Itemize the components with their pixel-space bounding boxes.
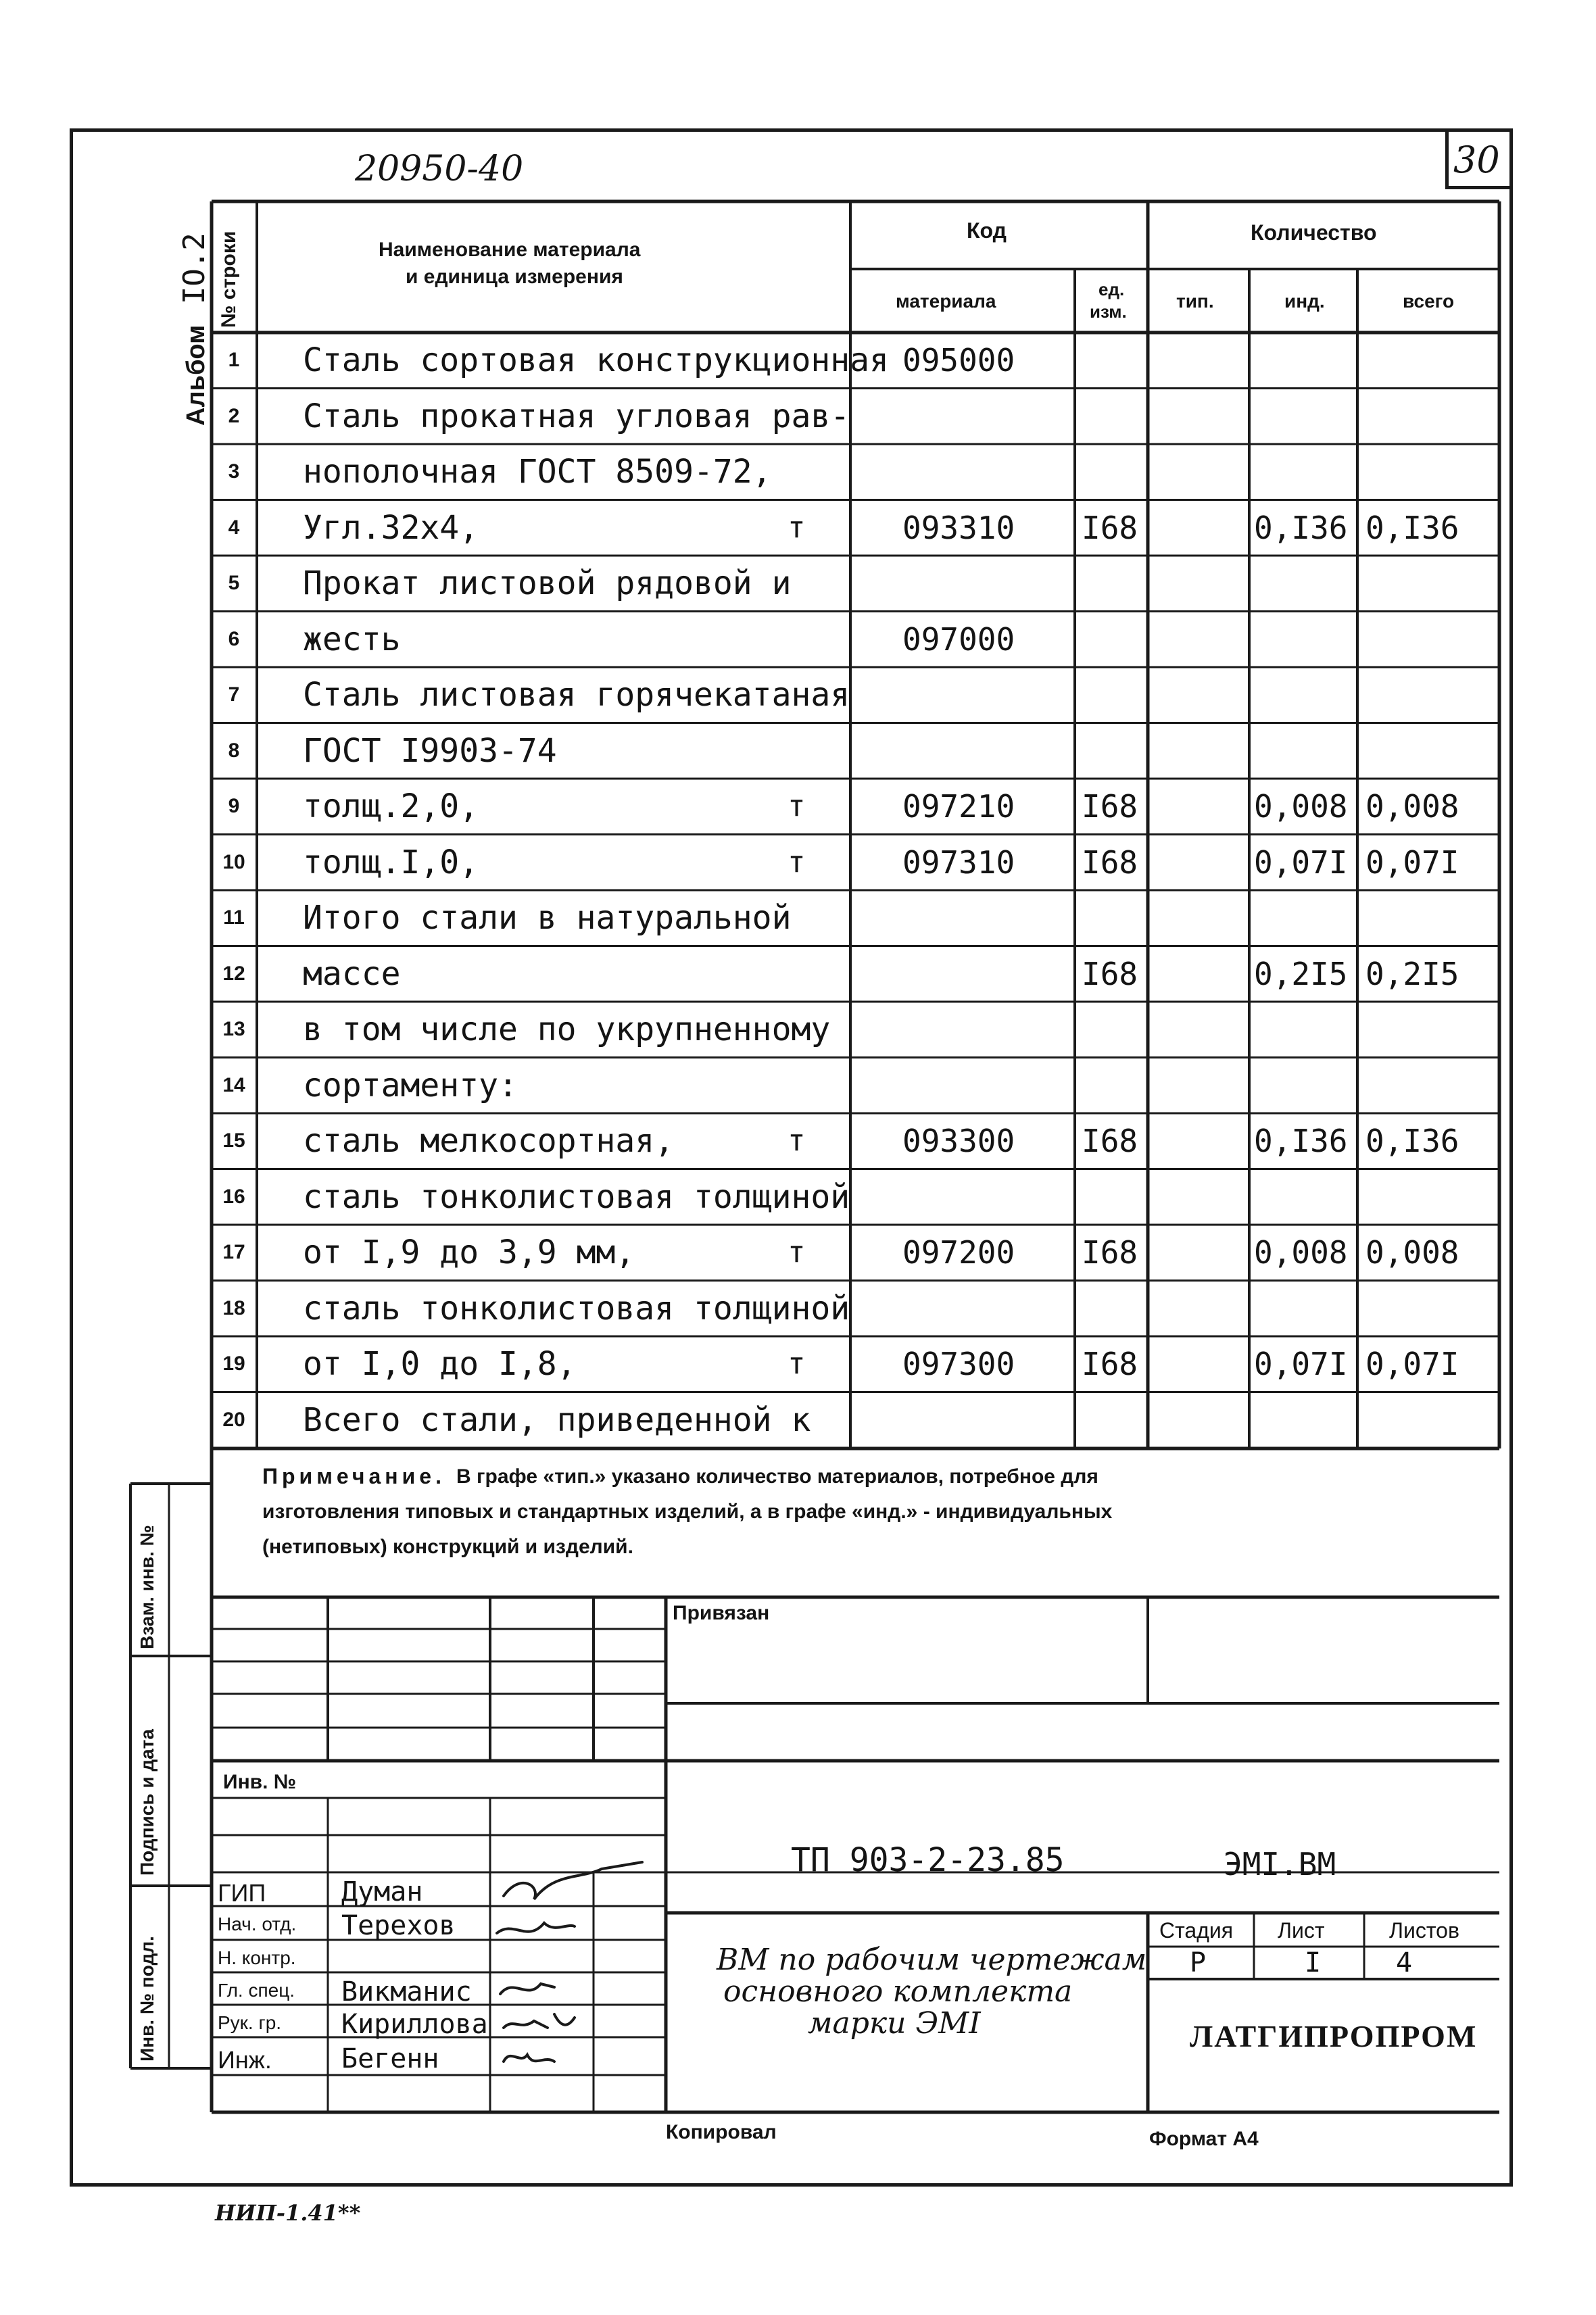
row-number: 9 [228, 795, 240, 818]
row-material-code: 095000 [902, 342, 1015, 379]
row-number: 4 [228, 516, 240, 539]
note-line2: изготовления типовых и стандартных изделий, а в графе «инд.» - индивидуальных [262, 1501, 1113, 1523]
row-material-code: 097210 [902, 788, 1015, 825]
row-number: 1 [228, 349, 240, 372]
role-person: Кириллова [341, 2009, 488, 2040]
material-code-header: материала [896, 291, 996, 312]
row-qty-total: 0,07I [1365, 1346, 1459, 1383]
row-name: от I,9 до 3,9 мм, [303, 1234, 635, 1272]
stage-label: Стадия [1159, 1918, 1234, 1943]
role-label: ГИП [218, 1879, 266, 1907]
typ-header: тип. [1176, 291, 1214, 312]
privyazan-label: Привязан [673, 1602, 770, 1624]
row-number: 17 [222, 1241, 245, 1264]
row-unit-code: I68 [1082, 509, 1138, 546]
row-name: Сталь прокатная угловая рав- [303, 397, 850, 435]
row-name: Итого стали в натуральной [303, 899, 792, 937]
row-name: сталь тонколистовая толщиной [303, 1289, 850, 1327]
unit-header-line2: изм. [1090, 301, 1127, 322]
row-unit-code: I68 [1082, 1346, 1138, 1383]
row-number: 7 [228, 683, 240, 706]
row-number: 15 [222, 1129, 245, 1152]
row-qty-ind: 0,07I [1254, 1346, 1348, 1383]
sheets-label: Листов [1389, 1918, 1459, 1943]
role-label: Нач. отд. [218, 1914, 297, 1934]
row-material-code: 093300 [902, 1123, 1015, 1160]
row-qty-total: 0,008 [1365, 788, 1459, 825]
total-header: всего [1403, 291, 1455, 312]
document-number: 20950-40 [355, 149, 524, 189]
row-name: сортаменту: [303, 1066, 518, 1104]
row-qty-total: 0,008 [1365, 1234, 1459, 1271]
row-qty-ind: 0,I36 [1254, 1123, 1348, 1160]
row-number: 12 [222, 962, 245, 985]
role-label: Инж. [218, 2046, 272, 2074]
row-qty-total: 0,07I [1365, 844, 1459, 881]
row-unit: т [788, 510, 806, 545]
ind-header: инд. [1284, 291, 1325, 312]
row-qty-total: 0,I36 [1365, 1123, 1459, 1160]
row-number: 2 [228, 404, 240, 427]
row-number: 10 [222, 850, 245, 873]
row-unit: т [788, 1346, 806, 1382]
row-qty-ind: 0,008 [1254, 1234, 1348, 1271]
name-header-line2: и единица измерения [406, 266, 623, 288]
row-name: Сталь листовая горячекатаная [303, 676, 850, 714]
row-name: Сталь сортовая конструкционная [303, 341, 889, 380]
role-label: Н. контр. [218, 1947, 296, 1968]
copied-label: Копировал [666, 2121, 777, 2143]
side-label-inv-podl: Инв. № подл. [137, 1936, 158, 2062]
designation-text: ТП 903-2-23.85 [791, 1841, 1065, 1879]
row-unit: т [788, 1123, 806, 1159]
title-line3: марки ЭМI [808, 2006, 981, 2041]
row-unit: т [788, 844, 806, 879]
row-number: 20 [222, 1408, 245, 1431]
row-number: 16 [222, 1185, 245, 1208]
row-qty-ind: 0,008 [1254, 788, 1348, 825]
row-unit-code: I68 [1082, 955, 1138, 992]
row-number: 3 [228, 460, 240, 483]
row-number: 8 [228, 739, 240, 762]
row-name: Прокат листовой рядовой и [303, 564, 792, 603]
document-code: ЭМI.ВМ [1224, 1846, 1336, 1882]
organization-name: ЛАТГИПРОПРОМ [1190, 2019, 1478, 2053]
row-name: жесть [303, 620, 401, 658]
row-number: 18 [222, 1296, 245, 1319]
row-name: толщ.2,0, [303, 787, 479, 826]
page-number: 30 [1453, 139, 1500, 181]
row-name: массе [303, 954, 401, 993]
side-label-podpis: Подпись и дата [137, 1729, 158, 1876]
row-qty-total: 0,I36 [1365, 509, 1459, 546]
row-name: от I,0 до I,8, [303, 1345, 577, 1384]
quantity-header: Количество [1251, 220, 1377, 245]
row-number: 13 [222, 1018, 245, 1041]
row-number: 6 [228, 627, 240, 650]
note-line1: В графе «тип.» указано количество материалов, потребное для [456, 1465, 1098, 1488]
sheet-label: Лист [1278, 1918, 1325, 1943]
row-qty-ind: 0,I36 [1254, 509, 1348, 546]
role-label: Рук. гр. [218, 2012, 282, 2033]
row-material-code: 097200 [902, 1234, 1015, 1271]
note-line3: (нетиповых) конструкций и изделий. [262, 1536, 633, 1558]
row-qty-ind: 0,2I5 [1254, 955, 1348, 992]
row-name: сталь тонколистовая толщиной [303, 1177, 850, 1216]
row-name: Угл.32х4, [303, 508, 479, 547]
row-unit: т [788, 1235, 806, 1270]
stamp-code: НИП-1.41** [215, 2200, 361, 2226]
row-material-code: 097300 [902, 1346, 1015, 1383]
row-qty-ind: 0,07I [1254, 844, 1348, 881]
row-number: 14 [222, 1073, 245, 1096]
role-label: Гл. спец. [218, 1980, 295, 2001]
row-number: 5 [228, 572, 240, 595]
row-material-code: 097310 [902, 844, 1015, 881]
sheets-value: 4 [1396, 1947, 1413, 1978]
row-number: 19 [222, 1353, 245, 1375]
row-unit-code: I68 [1082, 844, 1138, 881]
row-name: Всего стали, приведенной к [303, 1400, 811, 1439]
row-unit: т [788, 789, 806, 824]
row-name: в том числе по укрупненному [303, 1010, 831, 1049]
role-person: Думан [341, 1876, 423, 1907]
row-name: толщ.I,0, [303, 843, 479, 881]
code-header: Код [967, 218, 1007, 243]
role-person: Терехов [341, 1910, 456, 1941]
row-unit-code: I68 [1082, 788, 1138, 825]
role-person: Викманис [341, 1976, 472, 2007]
title-line2: основного комплекта [723, 1974, 1073, 2009]
inv-no-label: Инв. № [223, 1771, 297, 1793]
unit-header-line1: ед. [1098, 279, 1125, 299]
row-number-header: № строки [218, 230, 240, 328]
name-header-line1: Наименование материала [379, 239, 641, 261]
row-name: ГОСТ I9903-74 [303, 731, 557, 770]
note-label: Примечание. [262, 1464, 445, 1488]
title-line1: ВМ по рабочим чертежам [717, 1943, 1147, 1977]
row-name: сталь мелкосортная, [303, 1122, 675, 1161]
side-label-vzam: Взам. инв. № [137, 1525, 158, 1649]
album-value: IO.2 [177, 233, 212, 305]
row-unit-code: I68 [1082, 1123, 1138, 1160]
row-material-code: 093310 [902, 509, 1015, 546]
row-qty-total: 0,2I5 [1365, 955, 1459, 992]
row-material-code: 097000 [902, 620, 1015, 658]
format-label: Формат А4 [1149, 2128, 1259, 2150]
row-unit-code: I68 [1082, 1234, 1138, 1271]
role-person: Бегенн [341, 2043, 439, 2074]
album-label-text: Альбом [182, 324, 210, 426]
stage-value: Р [1190, 1947, 1207, 1978]
row-number: 11 [223, 906, 245, 929]
row-name: нополочная ГОСТ 8509-72, [303, 453, 772, 491]
sheet-value: I [1305, 1947, 1322, 1978]
